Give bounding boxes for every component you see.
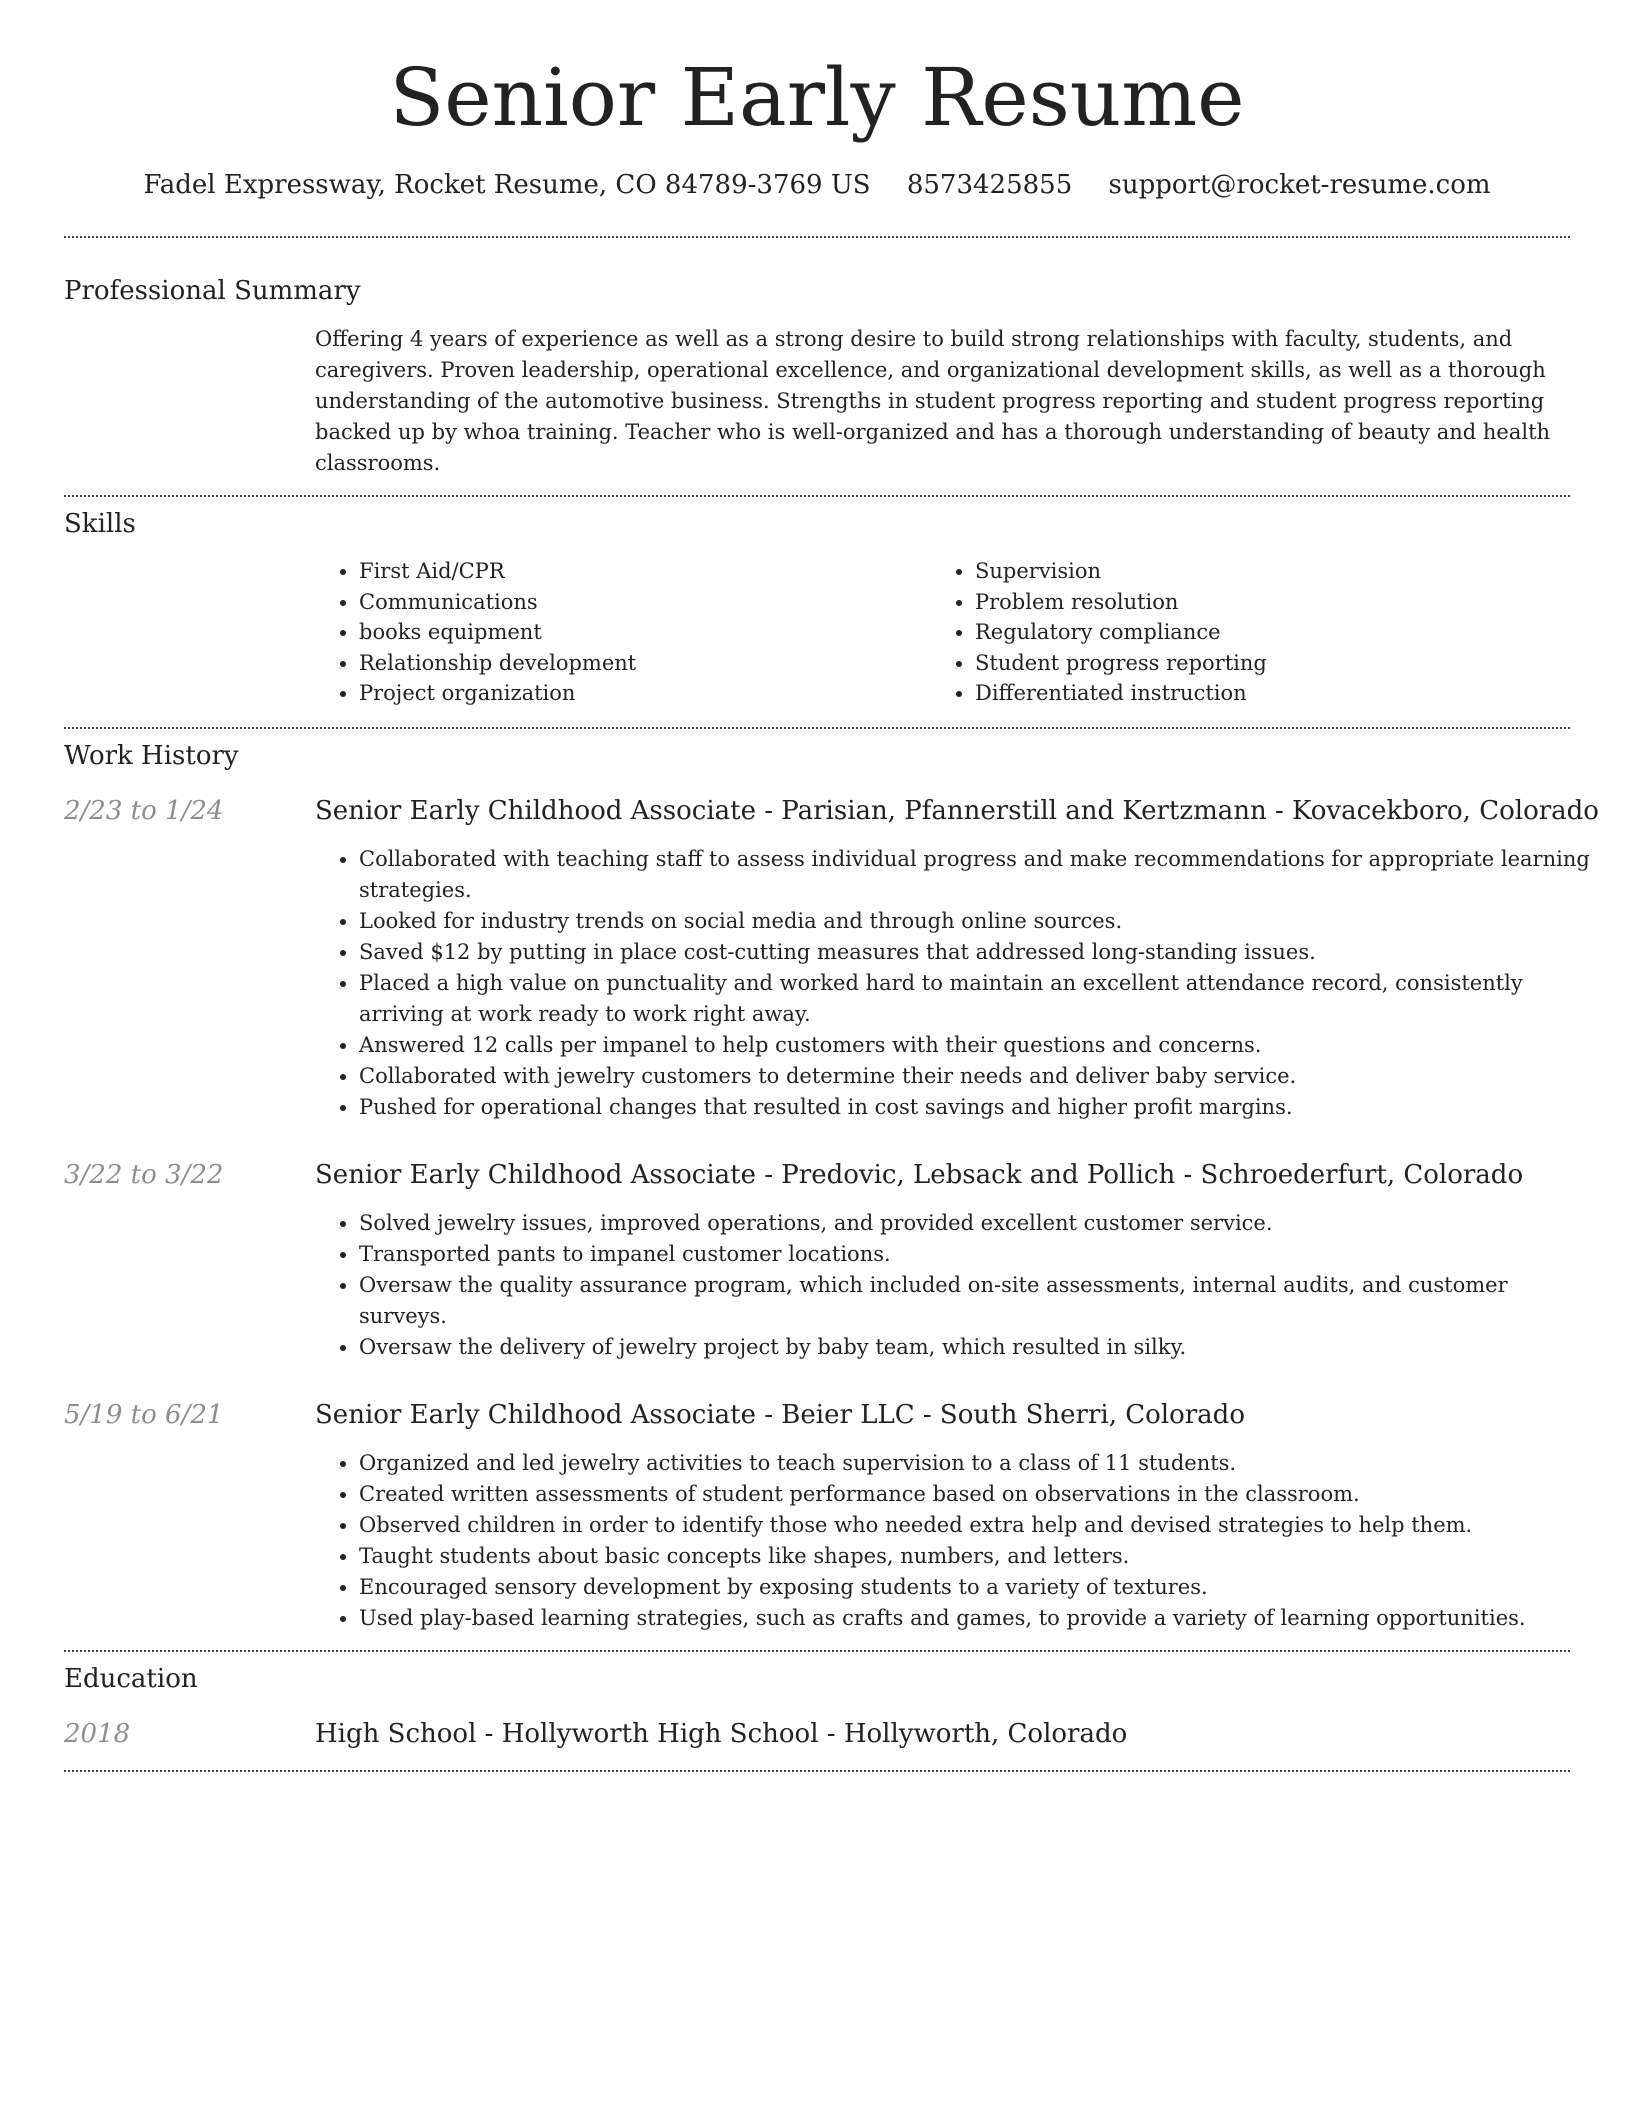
contact-line — [64, 170, 1570, 200]
job-entry — [64, 1159, 1570, 1363]
skill-item: • Problem resolution — [975, 587, 1547, 618]
summary-section — [64, 238, 1570, 495]
job-bullet: • Encouraged sensory development by exposing students to a variety of textures. — [359, 1572, 1570, 1603]
education-title: High School - Hollyworth High School - Hollyworth, Colorado — [315, 1718, 1128, 1749]
job-bullet: • Taught students about basic concepts like shapes, numbers, and letters. — [359, 1541, 1570, 1572]
skills-list-left — [315, 556, 931, 709]
job-bullet: • Transported pants to impanel customer locations. — [359, 1239, 1570, 1270]
job-dates: 3/22 to 3/22 — [64, 1159, 224, 1190]
job-dates: 2/23 to 1/24 — [64, 795, 224, 826]
job-bullet: • Organized and led jewelry activities to teach supervision to a class of 11 students. — [359, 1448, 1570, 1479]
job-bullet: • Answered 12 calls per impanel to help customers with their questions and concerns. — [359, 1030, 1599, 1061]
education-heading: Education — [64, 1663, 198, 1694]
skill-item: • Regulatory compliance — [975, 617, 1547, 648]
skills-heading: Skills — [64, 509, 136, 539]
education-year: 2018 — [64, 1718, 131, 1749]
skill-item: • Communications — [359, 587, 931, 618]
job-bullets — [315, 844, 1599, 1123]
job-bullet: • Pushed for operational changes that resulted in cost savings and higher profit margins. — [359, 1092, 1599, 1123]
job-title: Senior Early Childhood Associate - Predovic, Lebsack and Pollich - Schroederfurt, Colorado — [315, 1159, 1524, 1190]
contact-email: support@rocket-resume.com — [1108, 170, 1491, 200]
skill-item: • books equipment — [359, 617, 931, 648]
resume-page — [64, 0, 1599, 1772]
job-bullet: • Oversaw the quality assurance program, which included on-site assessments, internal audits, and customer surveys. — [359, 1270, 1570, 1332]
job-bullet: • Solved jewelry issues, improved operations, and provided excellent customer service. — [359, 1208, 1570, 1239]
divider — [64, 1770, 1570, 1772]
job-title: Senior Early Childhood Associate - Beier LLC - South Sherri, Colorado — [315, 1399, 1245, 1430]
job-bullet: • Looked for industry trends on social media and through online sources. — [359, 906, 1599, 937]
skills-list-right — [931, 556, 1547, 709]
skill-item: • Relationship development — [359, 648, 931, 679]
job-bullet: • Oversaw the delivery of jewelry project by baby team, which resulted in silky. — [359, 1332, 1570, 1363]
work-section — [64, 729, 1599, 1650]
job-entry — [64, 795, 1599, 1123]
skill-item: • Differentiated instruction — [975, 678, 1547, 709]
contact-phone: 8573425855 — [906, 170, 1073, 200]
resume-name: Senior Early Resume — [389, 51, 1245, 144]
work-heading: Work History — [64, 740, 239, 771]
education-section — [64, 1652, 1570, 1770]
job-title: Senior Early Childhood Associate - Parisian, Pfannerstill and Kertzmann - Kovacekboro, Colorado — [315, 795, 1599, 826]
job-bullet: • Used play-based learning strategies, such as crafts and games, to provide a variety of learning opportunities. — [359, 1603, 1570, 1634]
education-entry — [64, 1718, 1570, 1750]
job-bullet: • Collaborated with jewelry customers to determine their needs and deliver baby service. — [359, 1061, 1599, 1092]
skill-item: • Project organization — [359, 678, 931, 709]
summary-heading: Professional Summary — [64, 276, 361, 306]
job-bullet: • Saved $12 by putting in place cost-cutting measures that addressed long-standing issues. — [359, 937, 1599, 968]
job-bullets — [315, 1448, 1570, 1634]
job-bullet: • Observed children in order to identify those who needed extra help and devised strategies to help them. — [359, 1510, 1570, 1541]
job-entry — [64, 1399, 1570, 1634]
contact-address: Fadel Expressway, Rocket Resume, CO 84789-3769 US — [143, 170, 871, 200]
job-bullets — [315, 1208, 1570, 1363]
job-bullet: • Collaborated with teaching staff to assess individual progress and make recommendations for appropriate learning strategies. — [359, 844, 1599, 906]
job-dates: 5/19 to 6/21 — [64, 1399, 224, 1430]
skill-item: • First Aid/CPR — [359, 556, 931, 587]
skill-item: • Supervision — [975, 556, 1547, 587]
job-bullet: • Placed a high value on punctuality and worked hard to maintain an excellent attendance record, consistently arriving at work ready to work right away. — [359, 968, 1599, 1030]
summary-text: Offering 4 years of experience as well as a strong desire to build strong relationships with faculty, students, and caregivers. Proven leadership, operational excellence, and organizational development skills, as well as a thorough understanding of the automotive business. Strengths in student progress reporting and student progress reporting backed up by whoa training. Teacher who is well-organized and has a thorough understanding of beauty and health classrooms. — [315, 327, 1551, 475]
job-bullet: • Created written assessments of student performance based on observations in the classroom. — [359, 1479, 1570, 1510]
skills-section — [64, 497, 1570, 727]
skill-item: • Student progress reporting — [975, 648, 1547, 679]
